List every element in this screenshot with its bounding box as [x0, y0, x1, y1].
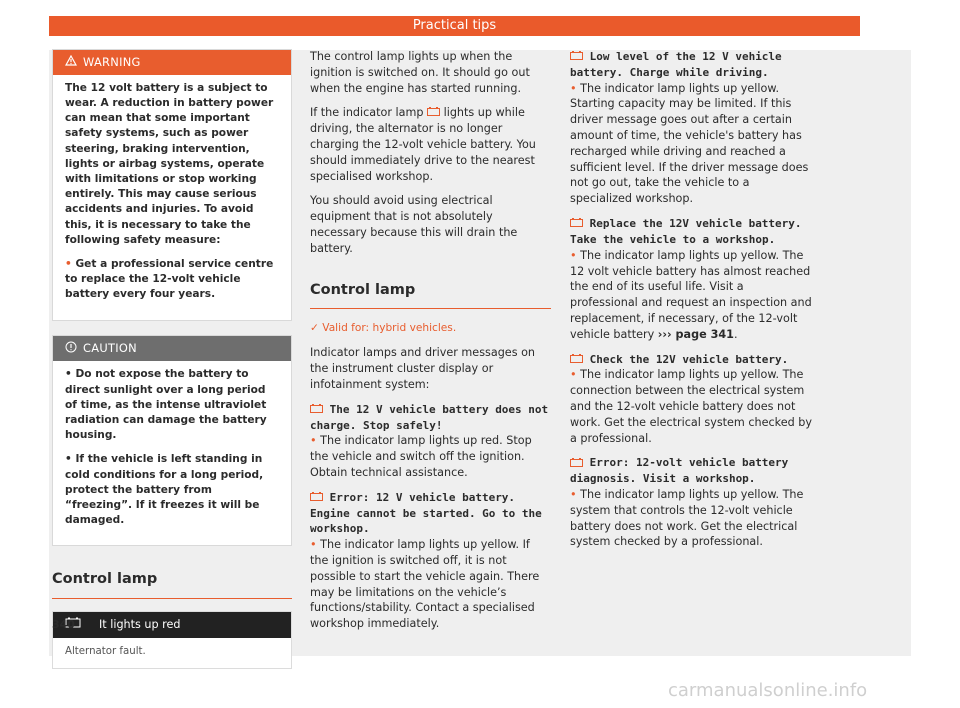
middle-section-title: Control lamp — [310, 271, 551, 310]
col2-intro: Indicator lamps and driver messages on the instrument cluster display or infotainment system: — [310, 346, 536, 391]
caution-title: CAUTION — [83, 341, 137, 356]
warning-body — [53, 75, 291, 320]
valid-for-note: ✓ Valid for: hybrid vehicles. — [310, 322, 457, 335]
message-1-text: • The indicator lamp lights up red. Stop the vehicle and switch off the ignition. Obtain technical assistance. — [310, 434, 532, 479]
message-1: The 12 V vehicle battery does not charge. Stop safely! — [310, 402, 549, 432]
right-column — [570, 49, 812, 559]
battery-icon — [570, 49, 583, 65]
caution-header — [53, 336, 291, 362]
message-6: Error: 12-volt vehicle battery diagnosis. Visit a workshop. — [570, 456, 789, 486]
message-5: Check the 12V vehicle battery. — [570, 352, 812, 368]
left-column — [52, 49, 292, 669]
message-3-text: • The indicator lamp lights up yellow. Starting capacity may be limited. If this driver message goes out after a certain amount of time, the vehicle's battery has recharged while driving and reached a sufficient level. If the driver message does not go out, take the vehicle to a specialized workshop. — [570, 81, 809, 206]
warning-box — [52, 49, 292, 321]
message-4: Replace the 12V vehicle battery. Take the vehicle to a workshop. — [570, 217, 802, 246]
message-5-text: • The indicator lamp lights up yellow. The connection between the electrical system and the 12-volt vehicle battery does not work. Get the electrical system checked by a professional. — [570, 368, 813, 445]
battery-icon — [310, 490, 323, 506]
check-icon: ✓ — [310, 322, 319, 335]
battery-icon — [310, 402, 323, 418]
message-4-text: • The indicator lamp lights up yellow. The 12 volt vehicle battery has almost reached the end of its useful life. Visit a professional and request an inspection and replacement, if necessary, of the 12-volt vehicle battery ››› page 341. — [570, 248, 812, 341]
warning-bullet: • Get a professional service centre to replace the 12-volt vehicle battery every four years. — [65, 258, 274, 301]
warning-text: The 12 volt battery is a subject to wear. A reduction in battery power can mean that some important safety systems, such as power steering, braking intervention, lights or airbag systems, operate with limitations or stop working entirely. This may cause serious accidents and injuries. To avoid this, it is necessary to take the following safety measure: — [65, 81, 274, 246]
caution-bullet-2: • If the vehicle is left standing in cold conditions for a long period, protect the battery from “freezing”. If it freezes it will be damaged. — [65, 453, 264, 527]
battery-icon — [570, 216, 583, 232]
col2-paragraph-1: The control lamp lights up when the ignition is switched on. It should go out when the engine has started running. — [310, 50, 530, 95]
left-section-title: Control lamp — [52, 560, 292, 599]
warning-header — [53, 50, 291, 75]
battery-icon — [570, 352, 583, 368]
message-6-text: • The indicator lamp lights up yellow. The system that controls the 12-volt vehicle battery does not work. Get the electrical system checked by a professional. — [570, 488, 804, 549]
message-2-text: • The indicator lamp lights up yellow. If the ignition is switched off, it is not possible to start the vehicle again. There may be limitations on the vehicle’s functions/stability. Contact a specialised workshop immediately. — [310, 538, 540, 631]
lamp-table-header-label: It lights up red — [99, 618, 181, 632]
battery-icon — [570, 456, 583, 472]
battery-icon — [427, 105, 440, 121]
page-reference-link[interactable]: ››› page 341 — [657, 327, 734, 341]
page-number: 340 — [52, 618, 75, 631]
middle-column — [310, 49, 551, 641]
caution-bullet-1: • Do not expose the battery to direct sunlight over a long period of time, as the intense ultraviolet radiation can damage the battery housing. — [65, 368, 267, 442]
warning-icon — [65, 55, 77, 71]
lamp-table-cell: Alternator fault. — [65, 646, 146, 658]
warning-title: WARNING — [83, 55, 141, 69]
page-header: Practical tips — [49, 16, 860, 36]
message-2: Error: 12 V vehicle battery. Engine cannot be started. Go to the workshop. — [310, 490, 542, 536]
watermark: carmanualsonline.info — [668, 680, 868, 701]
caution-body — [53, 361, 291, 545]
info-icon — [65, 341, 77, 358]
lamp-table — [52, 611, 292, 669]
lamp-table-header — [53, 612, 291, 638]
col2-paragraph-2: If the indicator lamp lights up while driving, the alternator is no longer charging the 12-volt vehicle battery. You should immediately drive to the nearest specialised workshop. — [310, 106, 536, 183]
caution-box — [52, 335, 292, 547]
col2-paragraph-3: You should avoid using electrical equipment that is not absolutely necessary because this will drain the battery. — [310, 194, 518, 255]
message-3: Low level of the 12 V vehicle battery. Charge while driving. — [570, 50, 782, 79]
